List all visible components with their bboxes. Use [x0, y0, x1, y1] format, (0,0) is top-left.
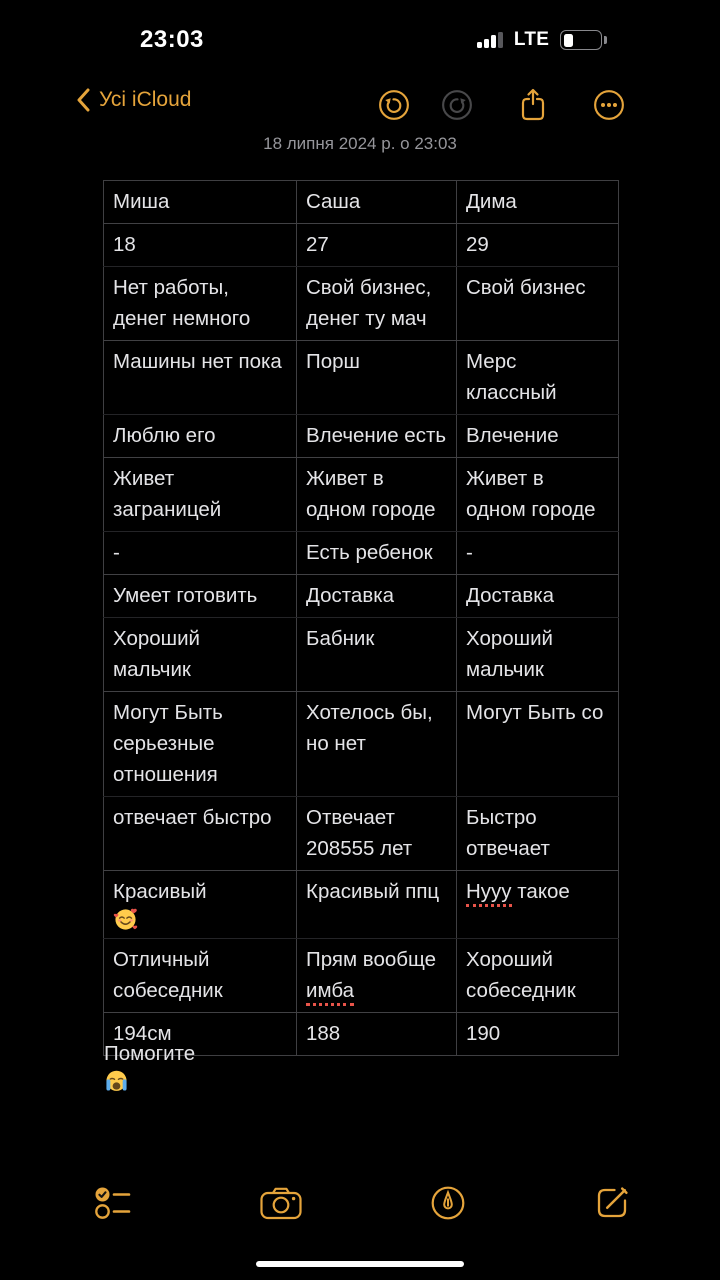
table-cell[interactable]: Влечение есть [297, 415, 457, 458]
share-icon [518, 87, 548, 123]
note-date: 18 липня 2024 р. о 23:03 [263, 134, 457, 153]
table-cell[interactable]: Хороший мальчик [104, 618, 297, 692]
table-cell[interactable]: Живет в одном городе [457, 458, 619, 532]
table-row [104, 692, 619, 797]
table-cell[interactable]: Красивый ппц [297, 871, 457, 939]
markup-pen-icon [429, 1184, 467, 1222]
table-row [104, 939, 619, 1013]
loudly-crying-face-emoji [104, 1069, 129, 1094]
table-header-row [104, 181, 619, 224]
table-cell[interactable]: Мерс классный [457, 341, 619, 415]
table-cell[interactable]: 188 [297, 1013, 457, 1056]
table-cell[interactable]: отвечает быстро [104, 797, 297, 871]
redo-icon [441, 89, 473, 121]
table-row [104, 267, 619, 341]
table-cell[interactable]: Люблю его [104, 415, 297, 458]
table-cell[interactable]: Бабник [297, 618, 457, 692]
redo-button-disabled[interactable] [440, 87, 474, 123]
table-cell[interactable]: 27 [297, 224, 457, 267]
table-row [104, 224, 619, 267]
table-cell[interactable]: Хотелось бы, но нет [297, 692, 457, 797]
table-cell[interactable]: Отличный собеседник [104, 939, 297, 1013]
table-cell[interactable]: Быстро отвечает [457, 797, 619, 871]
camera-button[interactable] [259, 1181, 303, 1225]
note-table [103, 180, 619, 1056]
ellipsis-circle-icon [593, 89, 625, 121]
status-bar-right [477, 28, 602, 52]
table-cell[interactable]: Умеет готовить [104, 575, 297, 618]
table-cell[interactable]: Есть ребенок [297, 532, 457, 575]
table-cell[interactable]: Прям вообще имба [297, 939, 457, 1013]
table-cell[interactable]: 194см [113, 1022, 172, 1045]
table-cell[interactable]: Миша [104, 181, 297, 224]
table-row [104, 575, 619, 618]
compose-button[interactable] [590, 1181, 634, 1225]
table-cell[interactable]: Хороший мальчик [457, 618, 619, 692]
table-row [104, 797, 619, 871]
table-cell[interactable]: Дима [457, 181, 619, 224]
table-cell[interactable]: - [104, 532, 297, 575]
share-button[interactable] [516, 87, 550, 123]
battery-icon [560, 30, 602, 50]
table-cell[interactable]: 29 [457, 224, 619, 267]
network-type-label: LTE [513, 29, 550, 50]
table-cell[interactable]: Красивый [104, 871, 297, 939]
checklist-button[interactable] [91, 1181, 135, 1225]
table-row [104, 341, 619, 415]
chevron-left-icon [76, 88, 90, 112]
note-table-body [104, 181, 619, 1056]
markup-button[interactable] [426, 1181, 470, 1225]
table-cell[interactable]: Влечение [457, 415, 619, 458]
table-cell[interactable]: Свой бизнес, денег ту мач [297, 267, 457, 341]
smiling-face-with-hearts-emoji [113, 907, 138, 932]
table-cell[interactable]: Живет в одном городе [297, 458, 457, 532]
table-row [104, 618, 619, 692]
back-button-label: Усі iCloud [99, 88, 192, 111]
misspelled-word: Нууу [466, 880, 512, 907]
table-cell[interactable]: Машины нет пока [104, 341, 297, 415]
status-bar-time: 23:03 [140, 26, 204, 53]
table-cell[interactable]: Нет работы, денег немного [104, 267, 297, 341]
table-row [104, 871, 619, 939]
table-row [104, 458, 619, 532]
table-cell[interactable]: Живет заграницей [104, 458, 297, 532]
table-cell[interactable]: Хороший собеседник [457, 939, 619, 1013]
table-cell[interactable]: Доставка [457, 575, 619, 618]
table-cell[interactable]: 18 [104, 224, 297, 267]
table-cell[interactable]: - [457, 532, 619, 575]
table-row [104, 415, 619, 458]
compose-icon [593, 1184, 631, 1222]
cellular-signal-icon [477, 32, 503, 48]
table-row [104, 532, 619, 575]
home-indicator[interactable] [256, 1261, 464, 1267]
note-table-container [103, 180, 618, 1056]
table-cell[interactable]: Могут Быть серьезные отношения [104, 692, 297, 797]
table-cell[interactable]: Порш [297, 341, 457, 415]
note-footer-text[interactable]: Помогите [104, 1038, 195, 1094]
undo-button[interactable] [377, 87, 411, 123]
table-cell[interactable]: 190 [457, 1013, 619, 1056]
table-cell[interactable]: Отвечает 208555 лет [297, 797, 457, 871]
undo-icon [378, 89, 410, 121]
misspelled-word: имба [306, 979, 354, 1006]
more-options-button[interactable] [592, 87, 626, 123]
table-cell[interactable]: Доставка [297, 575, 457, 618]
table-cell[interactable]: Свой бизнес [457, 267, 619, 341]
table-cell[interactable]: Могут Быть со [457, 692, 619, 797]
back-button[interactable] [76, 88, 191, 112]
camera-icon [260, 1186, 302, 1220]
table-cell[interactable]: Саша [297, 181, 457, 224]
checklist-icon [94, 1186, 132, 1220]
table-cell[interactable]: Нууу такое [457, 871, 619, 939]
